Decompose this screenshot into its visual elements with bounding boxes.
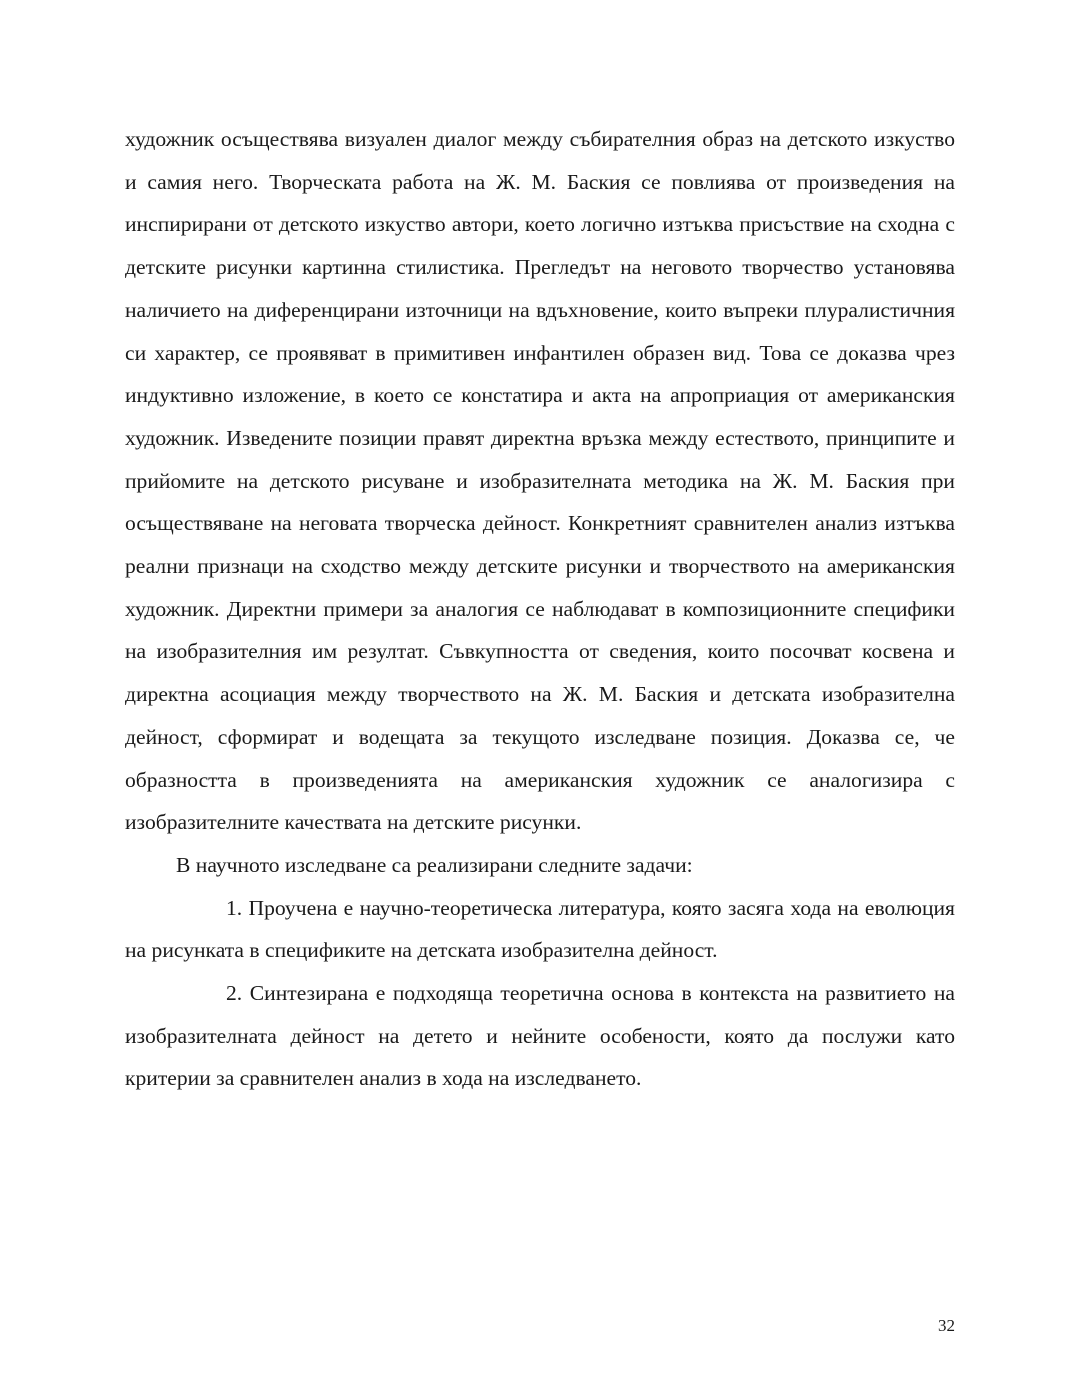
tasks-intro-paragraph: В научното изследване са реализирани следните задачи: bbox=[176, 852, 693, 877]
document-page bbox=[125, 118, 955, 1100]
body-paragraph: художник осъществява визуален диалог между събирателния образ на детското изкуство и самия него. Творческата работа на Ж. М. Баския се повлиява от произведения на инспирирани от детското изкуство автори, което логично изтъква присъствие на сходна с детските рисунки картинна стилистика. Прегледът на неговото творчество установява наличието на диференцирани източници на вдъхновение, които въпреки плуралистичния си характер, се проявяват в примитивен инфантилен образен вид. Това се доказва чрез индуктивно изложение, в което се констатира и акта на апроприация от американския художник. Изведените позиции правят директна връзка между естеството, принципите и прийомите на детското рисуване и изобразителната методика на Ж. М. Баския при осъществяване на неговата творческа дейност. Конкретният сравнителен анализ изтъква реални признаци на сходство между детските рисунки и творчеството на американския художник. Директни примери за аналогия се наблюдават в композиционните специфики на изобразителния им резултат. Съвкупността от сведения, които посочват косвена и директна асоциация между творчеството на Ж. М. Баския и детската изобразителна дейност, сформират и водещата за текущото изследване позиция. Доказва се, че образността в произведенията на американския художник се аналогизира с изобразителните качествата на детските рисунки. bbox=[125, 127, 955, 835]
task-item-1: 1. Проучена е научно-теоретическа литература, която засяга хода на еволюция на рисунката в спецификите на детската изобразителна дейност. bbox=[125, 895, 955, 963]
page-number: 32 bbox=[938, 1316, 955, 1335]
document-body bbox=[125, 118, 955, 1100]
task-item-2: 2. Синтезирана е подходяща теоретична основа в контекста на развитието на изобразителната дейност на детето и нейните особености, която да послужи като критерии за сравнителен анализ в хода на изследването. bbox=[125, 981, 955, 1091]
